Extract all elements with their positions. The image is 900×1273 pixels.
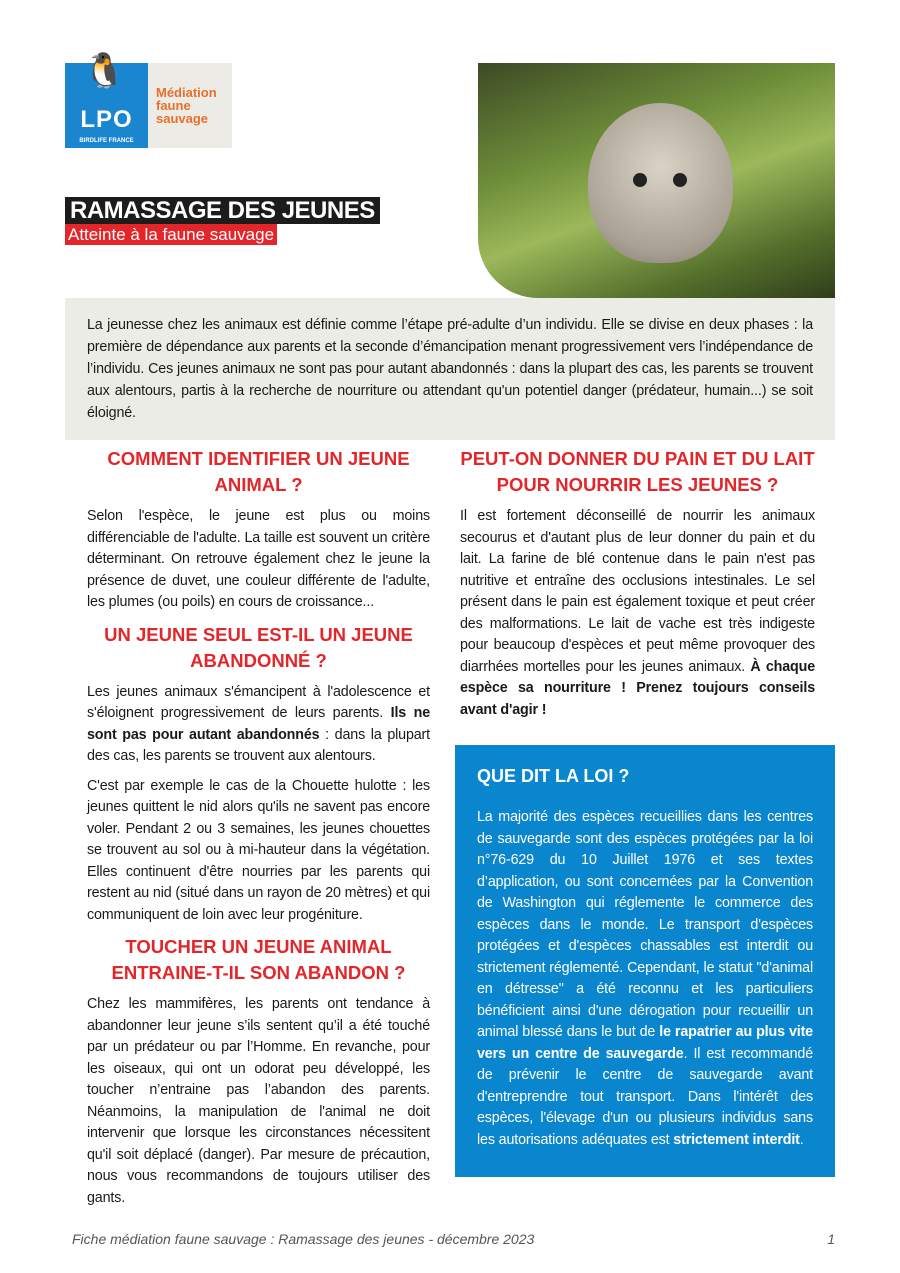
owlet-shape bbox=[588, 103, 733, 263]
right-column bbox=[455, 446, 835, 1177]
logo-tagline: BIRDLIFE FRANCE bbox=[79, 138, 134, 144]
bold-text: strictement interdit bbox=[673, 1131, 800, 1148]
text: . Il est recommandé de prévenir le centre de sauvegarde avant d'entreprendre tout transport. Dans l'intérêt des espèces, l'élevage d'un ou plusieurs individus sans les autorisations adéquates est bbox=[477, 1045, 813, 1148]
bold-text: À chaque espèce sa nourriture ! Prenez toujours conseils avant d'agir ! bbox=[460, 658, 816, 718]
page-number: 1 bbox=[827, 1231, 835, 1247]
owlet-photo bbox=[478, 63, 835, 298]
left-column bbox=[65, 446, 430, 1217]
bold-text: le rapatrier au plus vite vers un centre de sauvegarde bbox=[477, 1024, 813, 1062]
program-line: Médiation bbox=[156, 85, 217, 100]
page-footer bbox=[72, 1231, 835, 1247]
text: : dans la plupart des cas, les parents se trouvent aux alentours. bbox=[87, 726, 430, 764]
law-text bbox=[477, 807, 813, 1151]
intro-box: La jeunesse chez les animaux est définie comme l’étape pré-adulte d’un individu. Elle se divise en deux phases : la première de dépendance aux parents et la seconde d’émancipation menant progressivement vers l’indépendance de l’individu. Ces jeunes animaux ne sont pas pour autant abandonnés : dans la plupart des cas, les parents se trouvent aux alentours, partis à la recherche de nourriture ou attendant qu'un potentiel danger (prédateur, humain...) se soit éloigné. bbox=[65, 298, 835, 440]
owl-eye bbox=[673, 173, 687, 187]
logo-brand: LPO bbox=[80, 106, 133, 133]
heading-law: QUE DIT LA LOI ? bbox=[477, 766, 630, 786]
puffin-icon: 🐧 bbox=[83, 52, 126, 90]
footer-text: Fiche médiation faune sauvage : Ramassage des jeunes - décembre 2023 bbox=[72, 1231, 535, 1247]
heading-identify: COMMENT IDENTIFIER UN JEUNE ANIMAL ? bbox=[107, 448, 410, 495]
text: Les jeunes animaux s'émancipent à l'adolescence et s'éloignent progressivement de leurs parents. bbox=[87, 683, 430, 721]
text: Il est fortement déconseillé de nourrir les animaux secourus et d'autant plus de leur donner du pain et du lait. La farine de blé contenue dans le pain n'est pas nutritive et entraîne des occlusions intestinales. Le sel présent dans le pain est également toxique et peut créer des malformations. Le lait de vache est très indigeste pour beaucoup d'espèces et peut même provoquer des diarrhées mortelles pour les jeunes animaux. bbox=[460, 508, 815, 675]
lpo-logo-mark bbox=[65, 52, 148, 148]
lpo-logo bbox=[65, 52, 232, 148]
touch-text: Chez les mammifères, les parents ont tendance à abandonner leur jeune s’ils sentent qu’il a été touché par un prédateur ou par l’Homme. En revanche, pour les oiseaux, qui ont un odorat peu développé, les toucher n’entraine pas l’abandon des parents. Néanmoins, la manipulation de l'animal ne doit intervenir que lorsque les circonstances nécessitent qu'il soit déplacé (danger). Par mesure de précaution, nous vous recommandons de toujours utiliser des gants. bbox=[87, 996, 430, 1206]
heading-bread: PEUT-ON DONNER DU PAIN ET DU LAIT POUR NOURRIR LES JEUNES ? bbox=[460, 448, 815, 495]
bread-text bbox=[460, 506, 815, 721]
heading-touch: TOUCHER UN JEUNE ANIMAL ENTRAINE-T-IL SON ABANDON ? bbox=[111, 936, 406, 983]
page-subtitle: Atteinte à la faune sauvage bbox=[65, 224, 277, 245]
heading-alone: UN JEUNE SEUL EST-IL UN JEUNE ABANDONNÉ ? bbox=[104, 623, 413, 671]
program-line: sauvage bbox=[156, 111, 209, 126]
identify-text: Selon l'espèce, le jeune est plus ou moins différenciable de l'adulte. La taille est souvent un critère déterminant. On retrouve également chez le jeune la présence de duvet, une couleur différente de l'adulte, les plumes (ou poils) en cours de croissance... bbox=[87, 508, 430, 610]
program-line: faune bbox=[156, 98, 191, 113]
text: . bbox=[799, 1131, 804, 1148]
owl-eye bbox=[633, 173, 647, 187]
page-title: RAMASSAGE DES JEUNES bbox=[65, 197, 380, 224]
bold-text: Ils ne sont pas pour autant abandonnés bbox=[87, 705, 430, 743]
alone-text-1 bbox=[87, 682, 430, 768]
bread-section bbox=[455, 446, 835, 721]
text: La majorité des espèces recueillies dans les centres de sauvegarde sont des espèces protégées par la loi n°76-629 du 10 Juillet 1976 et ses textes d’application, ou sont concernées par la Convention de Washington qui réglemente le commerce des espèces dans le monde. Le transport d'espèces protégées et d'espèces chassables est interdit ou strictement réglementé. Cependant, le statut "d'animal en détresse" a été reconnu et les particuliers bénéficient ainsi d'une dérogation pour recueillir un animal blessé dans le but de bbox=[477, 809, 813, 1040]
law-box bbox=[455, 745, 835, 1177]
program-name bbox=[148, 63, 217, 148]
alone-text-2: C'est par exemple le cas de la Chouette hulotte : les jeunes quittent le nid alors qu'ils ne savent pas encore voler. Pendant 2 ou 3 semaines, les jeunes chouettes se trouvent au sol ou à mi-hauteur dans la végétation. Elles continuent d'être nourries par les parents qui restent au nid (situé dans un rayon de 20 mètres) et qui communiquent de loin avec leur progéniture. bbox=[87, 777, 430, 923]
